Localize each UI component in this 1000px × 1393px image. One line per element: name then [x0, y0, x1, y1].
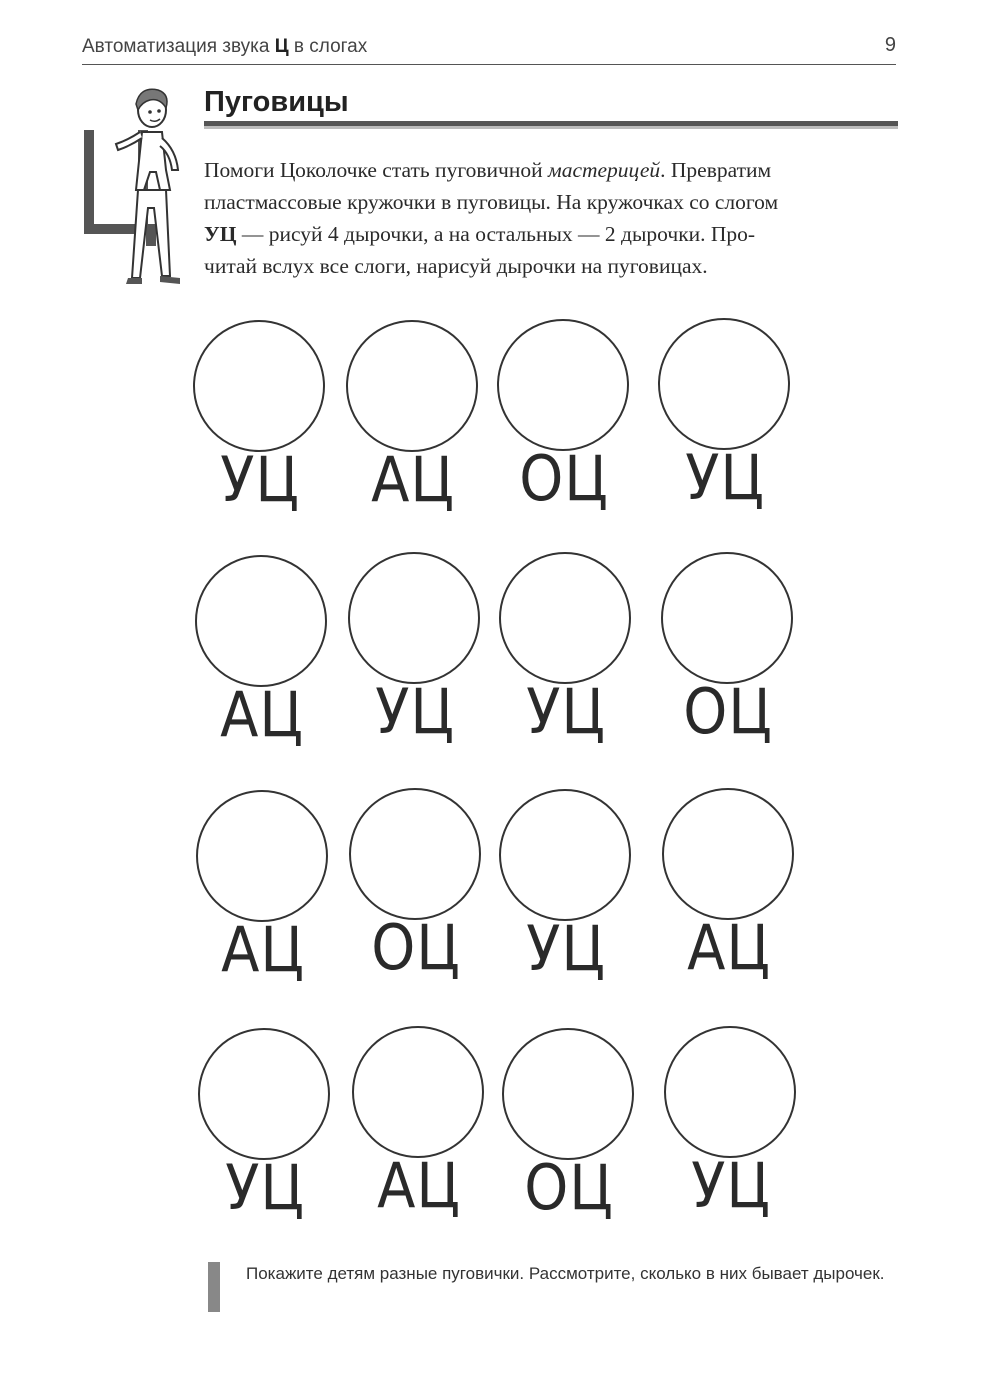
button-circle[interactable]	[198, 1028, 330, 1160]
button-circle[interactable]	[502, 1028, 634, 1160]
title-letter: Ц	[274, 36, 289, 57]
syllable-label: АЦ	[377, 1150, 461, 1223]
button-circle[interactable]	[658, 318, 790, 450]
running-head	[82, 34, 896, 65]
syllable-emphasis: УЦ	[204, 222, 237, 246]
note-marker-bar	[208, 1262, 220, 1312]
syllable-label: ОЦ	[524, 1152, 614, 1225]
instructions-line-1: Помоги Цоколочке стать пуговичной мастерицей. Превратим	[204, 158, 772, 182]
button-item	[643, 552, 813, 762]
button-item	[481, 552, 651, 762]
syllable-label: ОЦ	[519, 443, 609, 516]
button-circle[interactable]	[346, 320, 478, 452]
button-item	[331, 788, 501, 998]
button-circle[interactable]	[196, 790, 328, 922]
syllable-label: УЦ	[685, 442, 765, 515]
button-item	[481, 789, 651, 999]
button-circle[interactable]	[664, 1026, 796, 1158]
button-circle[interactable]	[348, 552, 480, 684]
button-item	[175, 320, 345, 530]
button-item	[177, 555, 347, 765]
syllable-label: УЦ	[375, 676, 455, 749]
syllable-label: УЦ	[691, 1150, 771, 1223]
instructions-line-2: пластмассовые кружочки в пуговицы. На кружочках со слогом	[204, 190, 779, 214]
section-title: Пуговицы	[204, 86, 349, 118]
button-item	[640, 318, 810, 528]
syllable-label: АЦ	[687, 912, 771, 985]
title-prefix: Автоматизация звука	[82, 36, 275, 57]
syllable-label: ОЦ	[683, 676, 773, 749]
button-circle[interactable]	[662, 788, 794, 920]
syllable-label: УЦ	[220, 444, 300, 517]
button-circle[interactable]	[499, 789, 631, 921]
button-circle[interactable]	[349, 788, 481, 920]
button-item	[180, 1028, 350, 1238]
button-circle[interactable]	[352, 1026, 484, 1158]
syllable-label: АЦ	[220, 679, 304, 752]
letter-ts-mascot-illustration	[80, 80, 190, 290]
button-item	[484, 1028, 654, 1238]
button-circle[interactable]	[193, 320, 325, 452]
button-item	[479, 319, 649, 529]
syllable-label: АЦ	[371, 444, 455, 517]
button-item	[178, 790, 348, 1000]
button-item	[334, 1026, 504, 1236]
emphasis-word: мастерицей	[547, 158, 661, 182]
button-circle[interactable]	[195, 555, 327, 687]
button-item	[646, 1026, 816, 1236]
button-item	[328, 320, 498, 530]
page-number: 9	[884, 34, 896, 56]
title-rule	[204, 121, 898, 129]
button-item	[644, 788, 814, 998]
syllable-label: УЦ	[225, 1152, 305, 1225]
title-suffix: в слогах	[288, 36, 368, 57]
button-circle[interactable]	[497, 319, 629, 451]
instructions-line-3: УЦ — рисуй 4 дырочки, а на остальных — 2 дырочки. Про-	[204, 222, 756, 246]
button-item	[330, 552, 500, 762]
running-head-title	[82, 36, 367, 58]
button-circle[interactable]	[499, 552, 631, 684]
instructions-line-4: читай вслух все слоги, нарисуй дырочки на пуговицах.	[204, 254, 708, 278]
syllable-label: ОЦ	[371, 912, 461, 985]
instructions	[204, 154, 900, 282]
button-circle[interactable]	[661, 552, 793, 684]
teacher-note: Покажите детям разные пуговички. Рассмотрите, сколько в них бывает дырочек.	[246, 1264, 885, 1283]
syllable-label: УЦ	[526, 913, 606, 986]
syllable-label: АЦ	[221, 914, 305, 987]
syllable-label: УЦ	[526, 676, 606, 749]
